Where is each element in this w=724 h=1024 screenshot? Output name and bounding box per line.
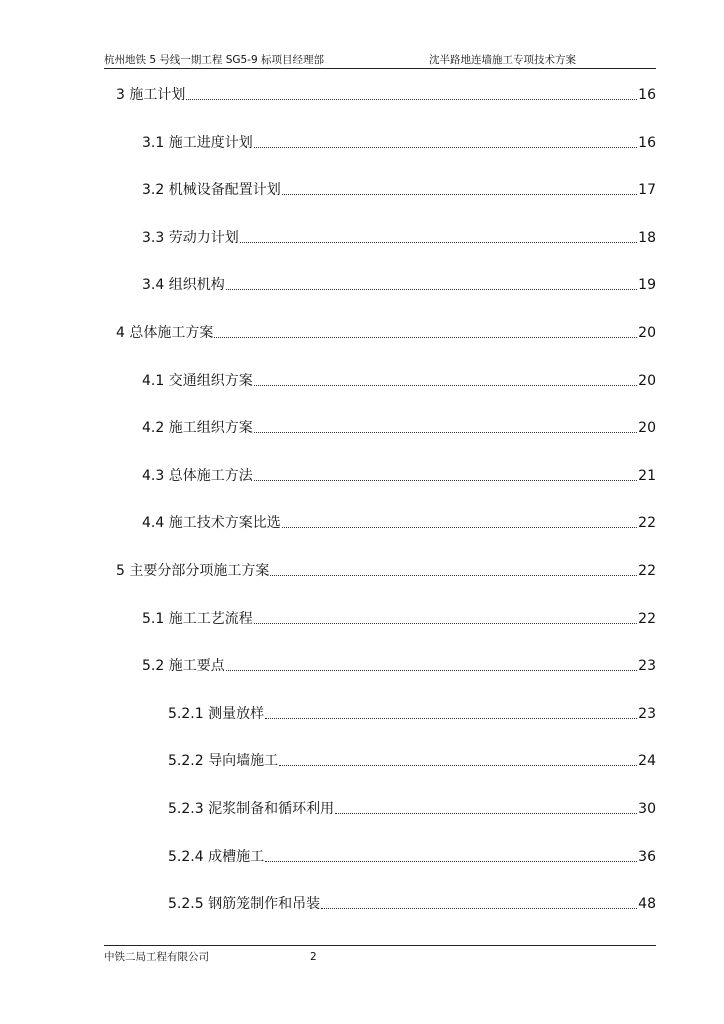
toc-dot-leader: [270, 575, 637, 576]
toc-entry-title: 4.3 总体施工方法: [142, 468, 253, 484]
toc-dot-leader: [254, 480, 637, 481]
toc-entry-page-number: 20: [638, 325, 656, 341]
toc-entry[interactable]: [142, 510, 656, 532]
toc-dot-leader: [240, 242, 637, 243]
toc-entry-title: 5.2.3 泥浆制备和循环利用: [168, 801, 335, 817]
toc-entry[interactable]: [142, 606, 656, 628]
footer-company-name: 中铁二局工程有限公司: [104, 951, 209, 963]
toc-entry[interactable]: [142, 368, 656, 390]
header-divider: [104, 68, 656, 69]
toc-entry-title: 5.2 施工要点: [142, 658, 225, 674]
page-footer: [104, 949, 656, 965]
toc-entry-page-number: 23: [638, 658, 656, 674]
toc-dot-leader: [254, 147, 637, 148]
toc-dot-leader: [254, 385, 637, 386]
toc-entry-page-number: 22: [638, 515, 656, 531]
toc-entry-title: 4.4 施工技术方案比选: [142, 515, 281, 531]
toc-dot-leader: [254, 623, 637, 624]
toc-dot-leader: [226, 670, 637, 671]
toc-entry[interactable]: [116, 558, 656, 580]
toc-entry-page-number: 17: [638, 182, 656, 198]
toc-entry-title: 4.2 施工组织方案: [142, 420, 253, 436]
toc-entry-title: 4 总体施工方案: [116, 325, 214, 341]
toc-entry-title: 5 主要分部分项施工方案: [116, 563, 270, 579]
toc-entry[interactable]: [168, 844, 656, 866]
toc-entry[interactable]: [116, 82, 656, 104]
toc-entry-page-number: 30: [638, 801, 656, 817]
toc-entry-page-number: 36: [638, 849, 656, 865]
toc-entry-title: 5.2.1 测量放样: [168, 706, 265, 722]
toc-entry[interactable]: [142, 272, 656, 294]
toc-entry[interactable]: [142, 130, 656, 152]
toc-dot-leader: [186, 99, 637, 100]
toc-entry-title: 3.3 劳动力计划: [142, 230, 239, 246]
toc-entry-page-number: 20: [638, 373, 656, 389]
toc-entry-page-number: 21: [638, 468, 656, 484]
header-project-title: 杭州地铁 5 号线一期工程 SG5-9 标项目经理部: [104, 54, 324, 66]
toc-entry-title: 5.2.2 导向墙施工: [168, 753, 279, 769]
footer-divider: [104, 945, 656, 946]
toc-entry[interactable]: [168, 796, 656, 818]
toc-entry-page-number: 48: [638, 896, 656, 912]
toc-dot-leader: [226, 289, 637, 290]
toc-entry[interactable]: [142, 653, 656, 675]
toc-entry-title: 5.2.5 钢筋笼制作和吊装: [168, 896, 321, 912]
toc-entry[interactable]: [142, 177, 656, 199]
toc-dot-leader: [265, 861, 637, 862]
toc-entry-title: 3 施工计划: [116, 87, 186, 103]
toc-entry-page-number: 23: [638, 706, 656, 722]
toc-entry-page-number: 16: [638, 87, 656, 103]
toc-entry-page-number: 24: [638, 753, 656, 769]
toc-entry-page-number: 22: [638, 611, 656, 627]
toc-dot-leader: [335, 813, 637, 814]
toc-entry-title: 5.1 施工工艺流程: [142, 611, 253, 627]
toc-entry[interactable]: [142, 225, 656, 247]
toc-dot-leader: [279, 765, 637, 766]
toc-dot-leader: [254, 432, 637, 433]
footer-page-number: 2: [310, 951, 317, 963]
toc-dot-leader: [265, 718, 637, 719]
toc-dot-leader: [282, 194, 637, 195]
header-document-title: 沈半路地连墙施工专项技术方案: [429, 54, 576, 66]
toc-entry-title: 5.2.4 成槽施工: [168, 849, 265, 865]
toc-entry-page-number: 22: [638, 563, 656, 579]
toc-entry[interactable]: [168, 748, 656, 770]
toc-dot-leader: [214, 337, 637, 338]
toc-entry-title: 4.1 交通组织方案: [142, 373, 253, 389]
toc-entry-page-number: 18: [638, 230, 656, 246]
toc-entry[interactable]: [116, 320, 656, 342]
toc-entry[interactable]: [142, 415, 656, 437]
toc-entry[interactable]: [168, 701, 656, 723]
toc-entry-page-number: 20: [638, 420, 656, 436]
toc-entry-page-number: 16: [638, 135, 656, 151]
toc-entry-title: 3.1 施工进度计划: [142, 135, 253, 151]
toc-entry[interactable]: [168, 891, 656, 913]
toc-entry[interactable]: [142, 463, 656, 485]
toc-entry-page-number: 19: [638, 277, 656, 293]
toc-entry-title: 3.4 组织机构: [142, 277, 225, 293]
toc-entry-title: 3.2 机械设备配置计划: [142, 182, 281, 198]
toc-dot-leader: [282, 527, 637, 528]
toc-dot-leader: [321, 908, 637, 909]
page-header: [104, 52, 656, 68]
